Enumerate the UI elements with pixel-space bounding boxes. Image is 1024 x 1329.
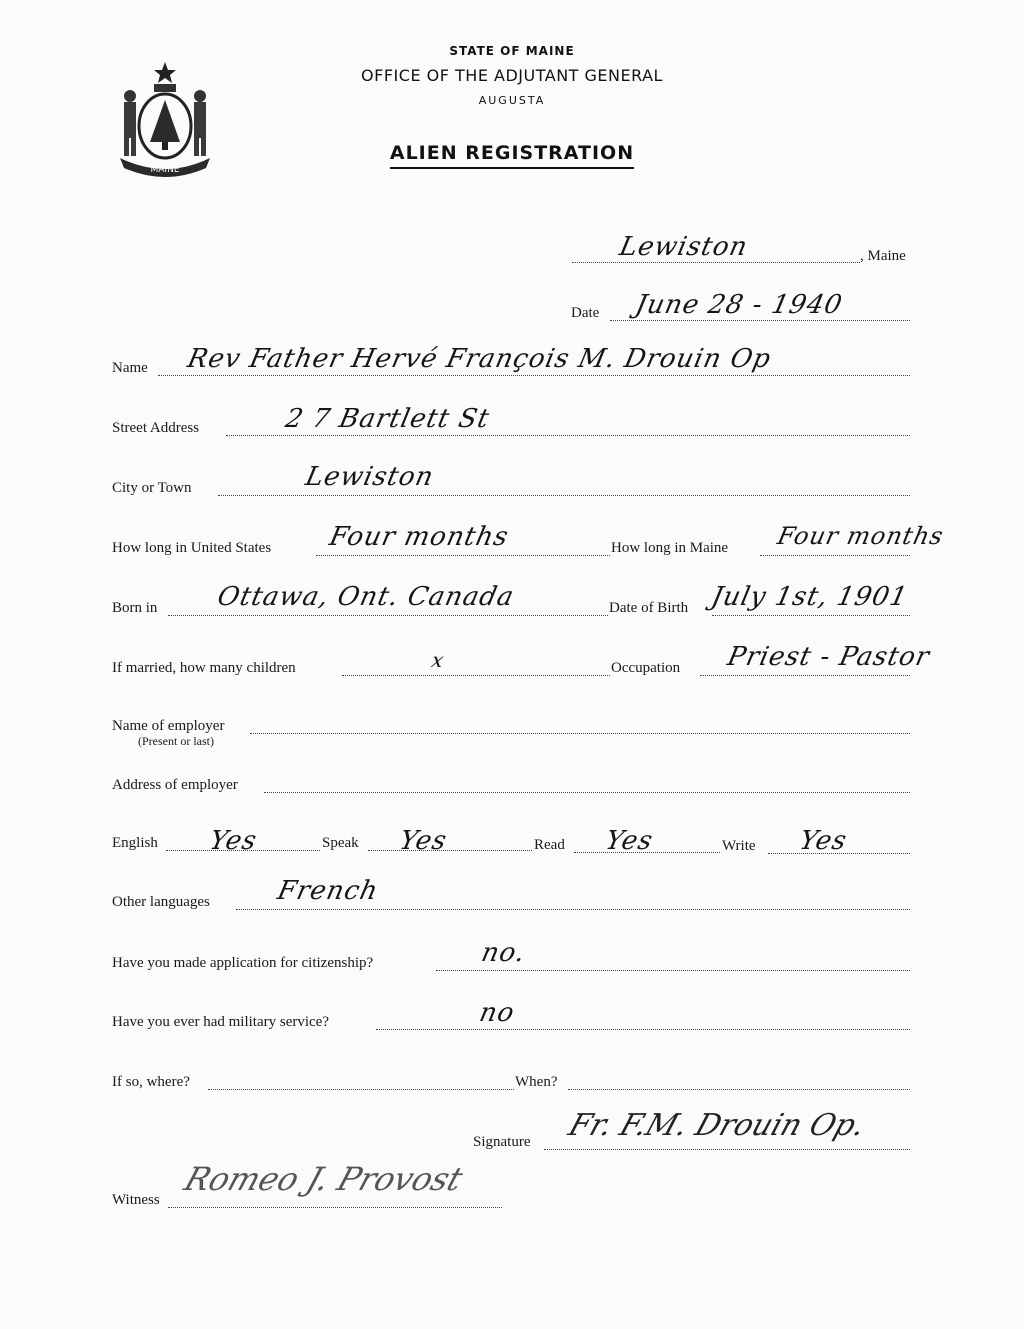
place-label: , Maine <box>860 248 906 264</box>
english-label: English <box>112 835 158 851</box>
military-value: no <box>476 998 518 1028</box>
children-value: x <box>429 648 447 672</box>
write-value: Yes <box>796 826 850 856</box>
maine-label: How long in Maine <box>611 540 729 556</box>
speak-line <box>368 850 532 851</box>
employer-address-line <box>264 792 910 793</box>
city-line <box>218 495 910 496</box>
witness-label: Witness <box>112 1192 160 1208</box>
citizenship-label: Have you made application for citizenship? <box>112 955 374 971</box>
date-value: June 28 - 1940 <box>632 290 846 320</box>
date-line <box>610 320 910 321</box>
dob-line <box>712 615 910 616</box>
maine-line <box>760 555 910 556</box>
name-value: Rev Father Hervé François M. Drouin Op <box>184 344 774 374</box>
header-office: OFFICE OF THE ADJUTANT GENERAL <box>361 66 663 85</box>
children-line <box>342 675 610 676</box>
occupation-line <box>700 675 910 676</box>
occupation-label: Occupation <box>611 660 681 676</box>
us-value: Four months <box>326 522 512 552</box>
when-label: When? <box>515 1074 558 1090</box>
witness-line <box>168 1207 502 1208</box>
dob-value: July 1st, 1901 <box>708 582 911 612</box>
maine-state-seal-icon <box>110 58 220 178</box>
us-line <box>316 555 610 556</box>
born-line <box>168 615 608 616</box>
header-city: AUGUSTA <box>478 94 546 107</box>
street-label: Street Address <box>112 420 200 436</box>
signature-line <box>544 1149 910 1150</box>
english-value: Yes <box>206 826 260 856</box>
when-line <box>568 1089 910 1090</box>
us-label: How long in United States <box>112 540 272 556</box>
where-label: If so, where? <box>112 1074 190 1090</box>
header-state: STATE OF MAINE <box>449 44 575 58</box>
dob-label: Date of Birth <box>609 600 689 616</box>
street-line <box>226 435 910 436</box>
speak-value: Yes <box>396 826 450 856</box>
date-label: Date <box>571 305 600 321</box>
form-title-text: ALIEN REGISTRATION <box>390 142 634 169</box>
write-label: Write <box>722 838 756 854</box>
employer-line <box>250 733 910 734</box>
citizenship-value: no. <box>478 938 529 968</box>
born-value: Ottawa, Ont. Canada <box>214 582 518 612</box>
where-line <box>208 1089 514 1090</box>
witness-signature: Romeo J. Provost <box>179 1160 468 1198</box>
city-label: City or Town <box>112 480 192 496</box>
maine-value: Four months <box>775 522 947 550</box>
city-value: Lewiston <box>302 462 437 492</box>
military-line <box>376 1029 910 1030</box>
employer-label: Name of employer <box>112 718 225 734</box>
name-label: Name <box>112 360 148 376</box>
place-value: Lewiston <box>616 232 751 262</box>
employer-sublabel: (Present or last) <box>138 734 214 748</box>
read-value: Yes <box>602 826 656 856</box>
occupation-value: Priest - Pastor <box>724 642 933 672</box>
born-label: Born in <box>112 600 158 616</box>
place-line <box>572 262 860 263</box>
name-line <box>158 375 910 376</box>
other-languages-line <box>236 909 910 910</box>
speak-label: Speak <box>322 835 359 851</box>
signature-value: Fr. F.M. Drouin Op. <box>564 1108 870 1143</box>
children-label: If married, how many children <box>112 660 296 676</box>
street-value: 2 7 Bartlett St <box>282 404 493 434</box>
signature-label: Signature <box>473 1134 531 1150</box>
seal-text: MAINE <box>150 165 180 175</box>
read-label: Read <box>534 837 565 853</box>
other-languages-value: French <box>274 876 382 906</box>
other-languages-label: Other languages <box>112 894 210 910</box>
citizenship-line <box>436 970 910 971</box>
military-label: Have you ever had military service? <box>112 1014 329 1030</box>
employer-address-label: Address of employer <box>112 777 238 793</box>
